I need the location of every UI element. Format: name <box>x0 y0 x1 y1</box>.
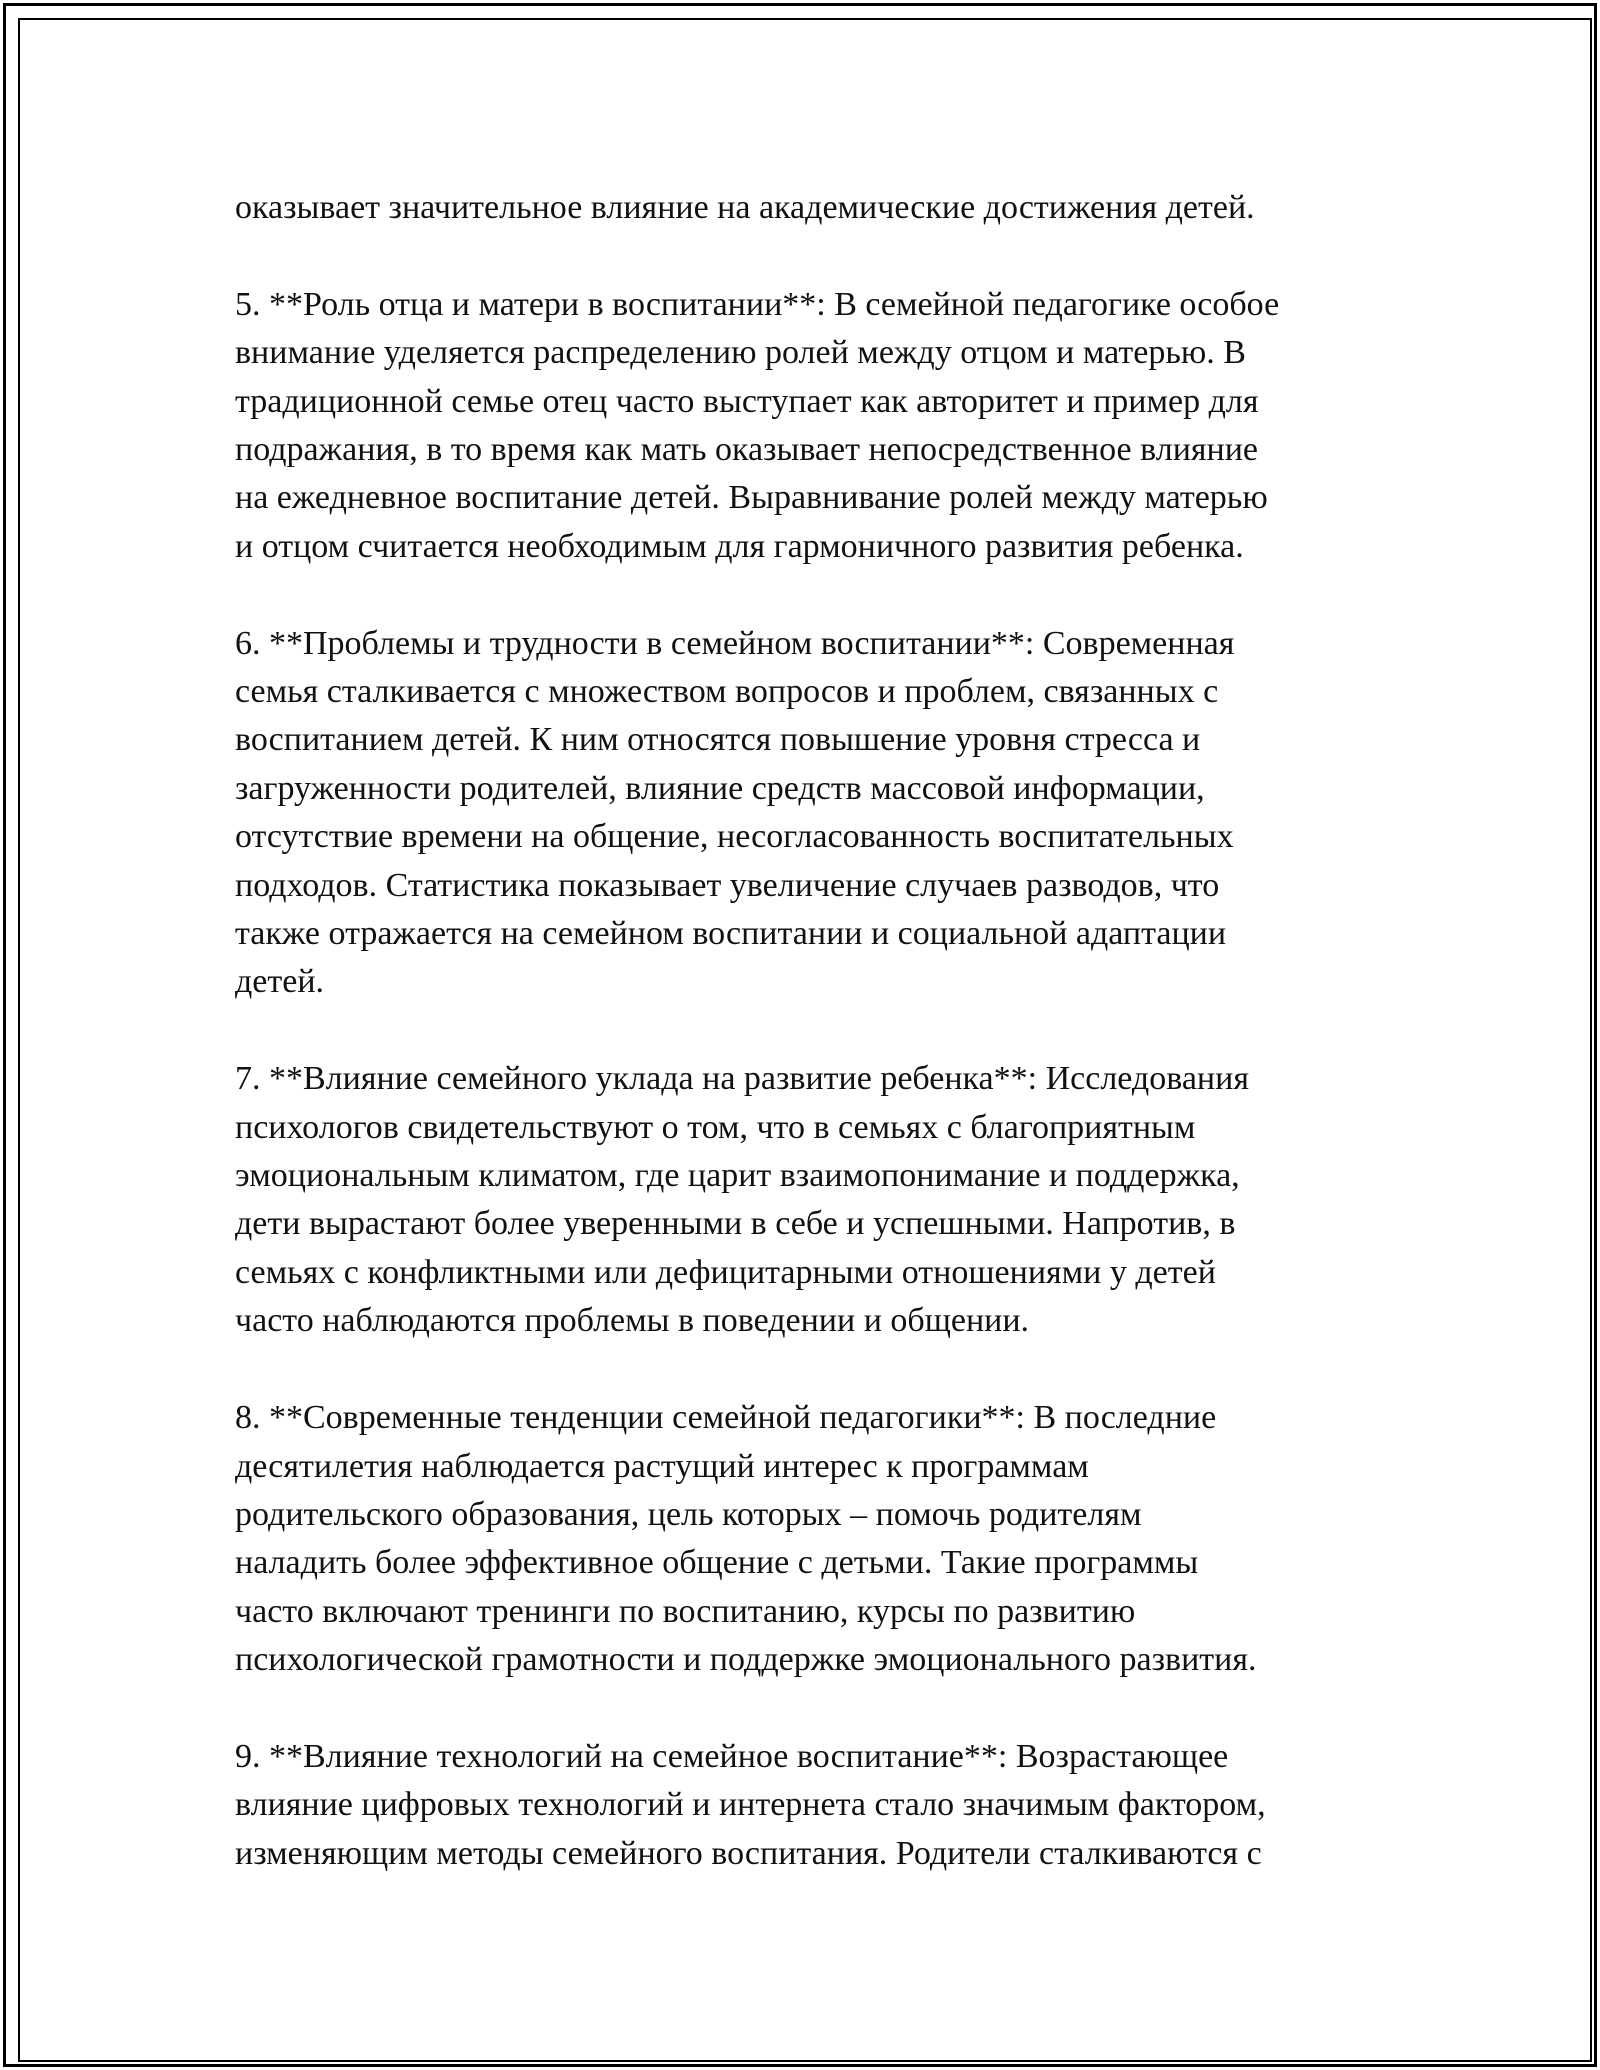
paragraph-gap <box>235 1685 1385 1733</box>
text-line: 9. **Влияние технологий на семейное воспитание**: Возрастающее <box>235 1737 1229 1775</box>
text-line: загруженности родителей, влияние средств массовой информации, <box>235 769 1205 807</box>
text-line: и отцом считается необходимым для гармоничного развития ребенка. <box>235 527 1244 565</box>
text-line: отсутствие времени на общение, несогласованность воспитательных <box>235 818 1234 856</box>
text-line: воспитанием детей. К ним относятся повышение уровня стресса и <box>235 721 1201 759</box>
text-line: подходов. Статистика показывает увеличение случаев разводов, что <box>235 866 1220 904</box>
paragraph-gap <box>235 571 1385 619</box>
text-line: психологов свидетельствуют о том, что в семьях с благоприятным <box>235 1108 1196 1146</box>
text-line: оказывает значительное влияние на академические достижения детей. <box>235 189 1255 226</box>
text-line: традиционной семье отец часто выступает как авторитет и пример для <box>235 382 1259 420</box>
paragraph-item-5 <box>235 281 1385 571</box>
paragraph-item-6 <box>235 620 1385 1007</box>
text-line: родительского образования, цель которых – помочь родителям <box>235 1495 1142 1533</box>
paragraph-continuation <box>235 184 1385 232</box>
text-line: эмоциональным климатом, где царит взаимопонимание и поддержка, <box>235 1157 1240 1195</box>
document-body <box>235 184 1385 1878</box>
text-line: влияние цифровых технологий и интернета стало значимым фактором, <box>235 1786 1266 1824</box>
text-line: часто наблюдаются проблемы в поведении и общении. <box>235 1302 1030 1340</box>
text-line: дети вырастают более уверенными в себе и успешными. Напротив, в <box>235 1205 1236 1243</box>
text-line: изменяющим методы семейного воспитания. Родители сталкиваются с <box>235 1834 1262 1872</box>
text-line: наладить более эффективное общение с детьми. Такие программы <box>235 1544 1199 1582</box>
text-line: также отражается на семейном воспитании и социальной адаптации <box>235 915 1227 953</box>
paragraph-gap <box>235 1007 1385 1055</box>
text-line: часто включают тренинги по воспитанию, курсы по развитию <box>235 1592 1136 1630</box>
text-line: семьях с конфликтными или дефицитарными отношениями у детей <box>235 1253 1216 1291</box>
paragraph-item-9 <box>235 1733 1385 1878</box>
text-line: детей. <box>235 963 325 1001</box>
text-line: подражания, в то время как мать оказывает непосредственное влияние <box>235 431 1259 469</box>
text-line: внимание уделяется распределению ролей между отцом и матерью. В <box>235 334 1246 372</box>
text-line: 7. **Влияние семейного уклада на развитие ребенка**: Исследования <box>235 1060 1249 1098</box>
text-line: 8. **Современные тенденции семейной педагогики**: В последние <box>235 1399 1217 1437</box>
paragraph-item-8 <box>235 1394 1385 1684</box>
text-line: на ежедневное воспитание детей. Выравнивание ролей между матерью <box>235 479 1268 517</box>
paragraph-gap <box>235 232 1385 280</box>
paragraph-gap <box>235 1346 1385 1394</box>
text-line: десятилетия наблюдается растущий интерес к программам <box>235 1447 1089 1485</box>
text-line: 5. **Роль отца и матери в воспитании**: В семейной педагогике особое <box>235 285 1280 323</box>
text-line: психологической грамотности и поддержке эмоционального развития. <box>235 1641 1257 1679</box>
paragraph-item-7 <box>235 1055 1385 1345</box>
text-line: 6. **Проблемы и трудности в семейном воспитании**: Современная <box>235 624 1235 662</box>
text-line: семья сталкивается с множеством вопросов и проблем, связанных с <box>235 673 1219 711</box>
